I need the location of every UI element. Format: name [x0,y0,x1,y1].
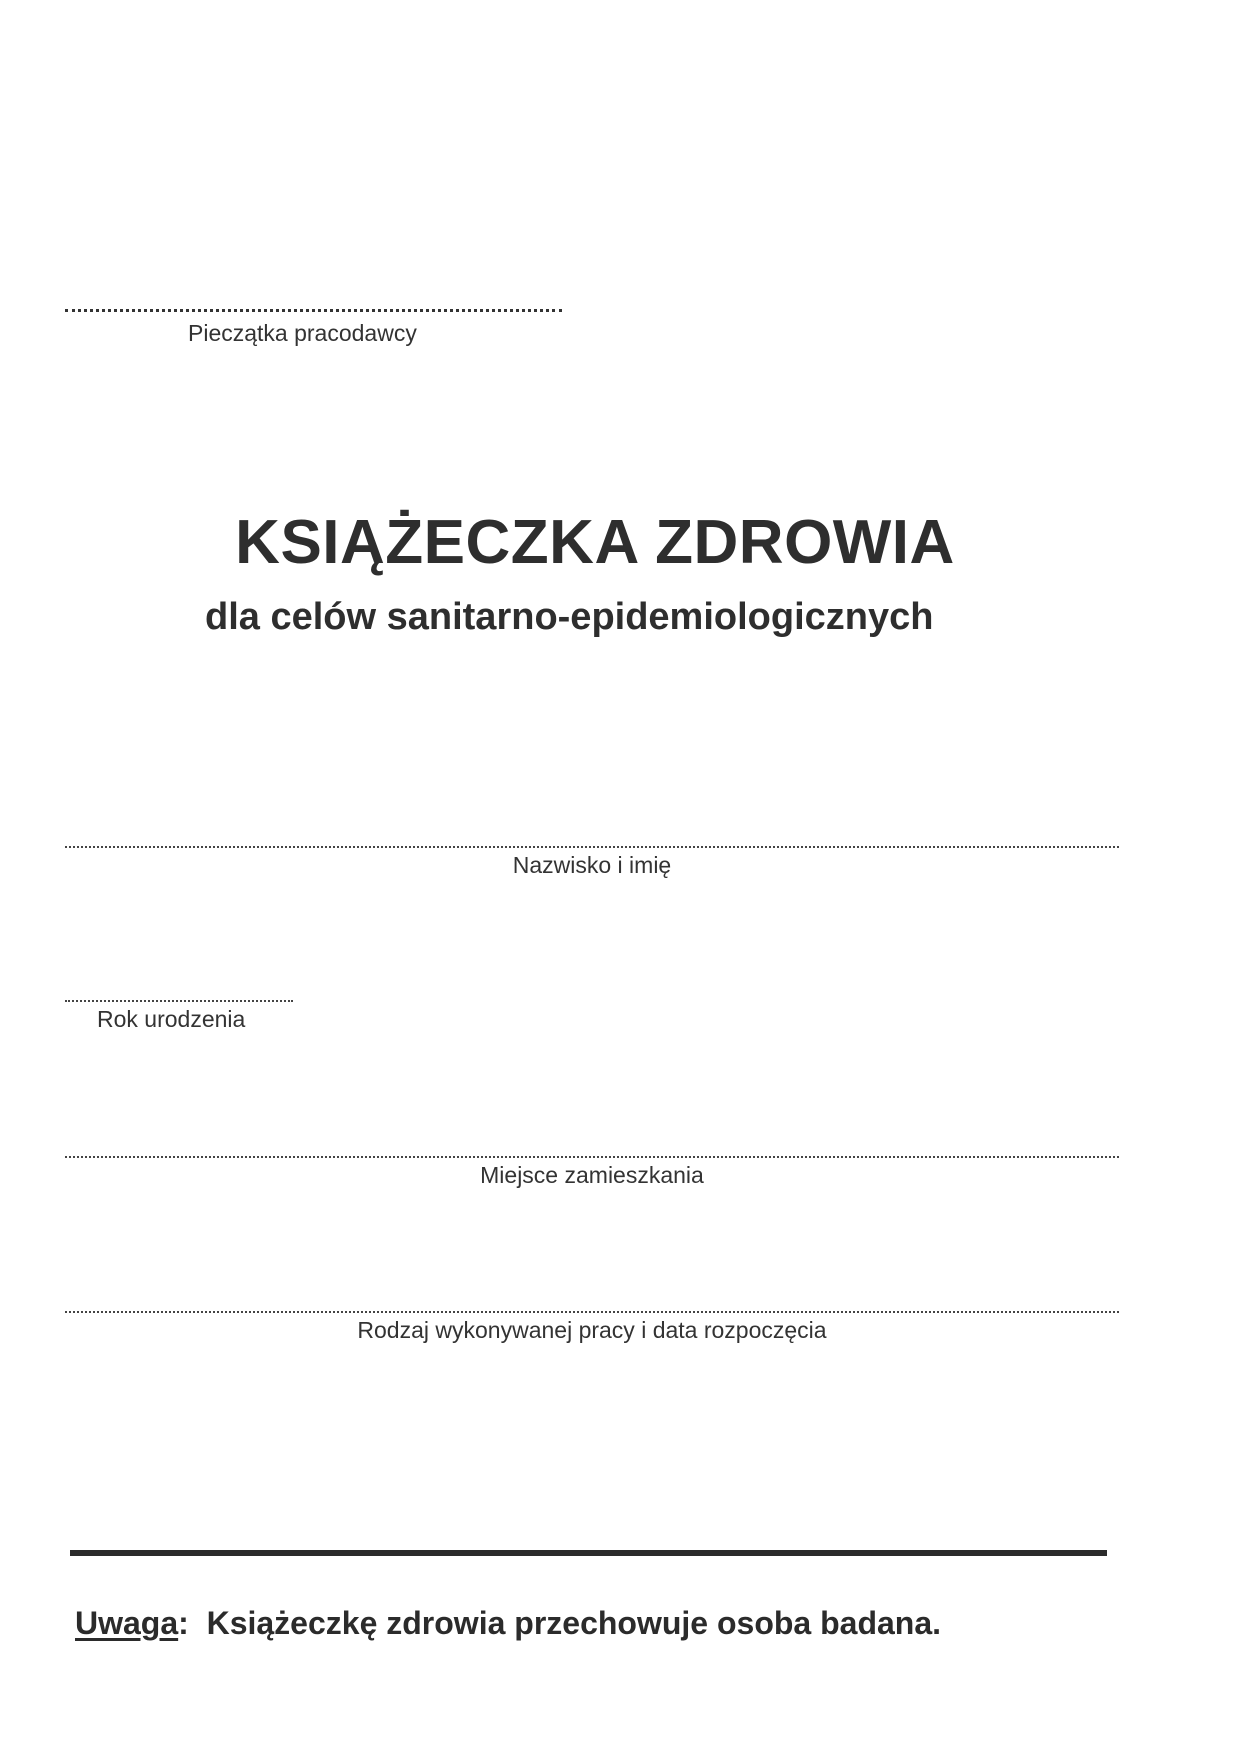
name-field-line[interactable] [65,846,1119,848]
birth-year-field-line[interactable] [65,1000,293,1002]
note-separator: : [178,1605,189,1641]
name-field-label: Nazwisko i imię [512,852,672,878]
residence-field-label: Miejsce zamieszkania [480,1162,704,1188]
note [75,1604,941,1642]
document-subtitle: dla celów sanitarno-epidemiologicznych [205,596,934,638]
birth-year-field-label: Rok urodzenia [97,1006,246,1032]
stamp-dotted-line [65,309,562,312]
note-label: Uwaga [75,1605,179,1641]
stamp-label: Pieczątka pracodawcy [188,320,417,346]
work-type-field-label: Rodzaj wykonywanej pracy i data rozpoczęcia [357,1317,827,1343]
residence-field-line[interactable] [65,1156,1119,1158]
bottom-rule [70,1550,1107,1556]
document-title: KSIĄŻECZKA ZDROWIA [235,508,955,577]
work-type-field-line[interactable] [65,1311,1119,1313]
note-text: Książeczkę zdrowia przechowuje osoba badana. [206,1605,942,1641]
